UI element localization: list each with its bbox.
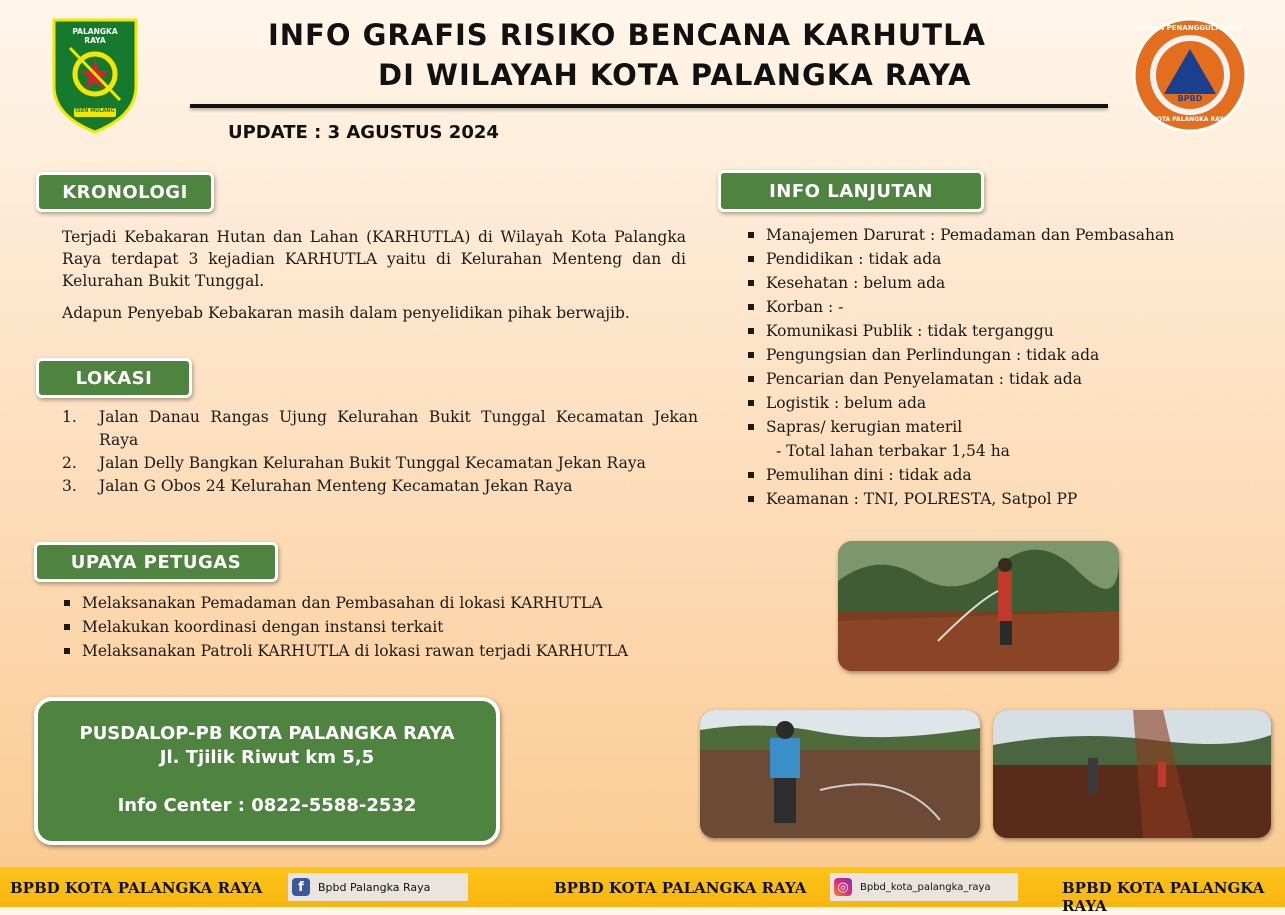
logo-right-center-text: BPBD	[1177, 94, 1203, 103]
info-lanjutan-list	[746, 223, 1174, 511]
section-upaya-petugas: UPAYA PETUGAS	[34, 542, 278, 582]
facebook-link[interactable]	[288, 873, 468, 901]
section-lokasi: LOKASI	[36, 358, 192, 398]
list-item: Korban : -	[746, 295, 1174, 319]
logo-left-motto: ISEN MULANG	[75, 108, 115, 114]
list-item: Melaksanakan Patroli KARHUTLA di lokasi rawan terjadi KARHUTLA	[62, 639, 628, 663]
title-divider	[190, 104, 1108, 108]
pusdalop-info-center: Info Center : 0822-5588-2532	[117, 795, 417, 816]
pusdalop-name: PUSDALOP-PB KOTA PALANGKA RAYA	[79, 723, 455, 744]
footer-brand-right: BPBD KOTA PALANGKA RAYA	[1062, 879, 1265, 915]
fire-photo-2	[700, 710, 980, 838]
list-item: Pemulihan dini : tidak ada	[746, 463, 1174, 487]
list-sub-item: - Total lahan terbakar 1,54 ha	[776, 442, 1010, 460]
facebook-handle: Bpbd Palangka Raya	[318, 880, 431, 894]
list-item: Pengungsian dan Perlindungan : tidak ada	[746, 343, 1174, 367]
list-item: Sapras/ kerugian materil	[746, 415, 1174, 439]
instagram-link[interactable]	[830, 873, 1018, 901]
palangka-raya-logo	[40, 8, 150, 138]
page-title-line2: DI WILAYAH KOTA PALANGKA RAYA	[378, 58, 972, 92]
list-item: Pendidikan : tidak ada	[746, 247, 1174, 271]
kronologi-text	[62, 226, 686, 334]
upaya-list	[62, 591, 628, 663]
pusdalop-info-box	[34, 697, 500, 845]
fire-photo-3	[993, 710, 1271, 838]
list-item: Pencarian dan Penyelamatan : tidak ada	[746, 367, 1174, 391]
section-info-lanjutan: INFO LANJUTAN	[718, 170, 984, 212]
update-date: UPDATE : 3 AGUSTUS 2024	[228, 122, 499, 143]
footer-brand-left: BPBD KOTA PALANGKA RAYA	[10, 879, 263, 897]
list-item: 2. Jalan Delly Bangkan Kelurahan Bukit Tunggal Kecamatan Jekan Raya	[62, 454, 646, 472]
list-item: 1. Jalan Danau Rangas Ujung Kelurahan Bukit Tunggal Kecamatan Jekan Raya	[62, 408, 698, 449]
list-item: 3. Jalan G Obos 24 Kelurahan Menteng Kecamatan Jekan Raya	[62, 477, 573, 495]
list-item: Keamanan : TNI, POLRESTA, Satpol PP	[746, 487, 1174, 511]
logo-right-bottom-text: KOTA PALANGKA RAYA	[1152, 116, 1228, 123]
logo-right-top-text: BADAN PENANGGULANGAN	[1136, 24, 1244, 32]
pusdalop-address: Jl. Tjilik Riwut km 5,5	[159, 747, 375, 768]
list-item: Komunikasi Publik : tidak terganggu	[746, 319, 1174, 343]
page-title-line1: INFO GRAFIS RISIKO BENCANA KARHUTLA	[268, 18, 986, 52]
logo-left-title: PALANGKA RAYA	[72, 27, 118, 45]
lokasi-list	[62, 406, 698, 498]
list-item: Manajemen Darurat : Pemadaman dan Pembasahan	[746, 223, 1174, 247]
kronologi-paragraph-1: Terjadi Kebakaran Hutan dan Lahan (KARHUTLA) di Wilayah Kota Palangka Raya terdapat 3 kejadian KARHUTLA yaitu di Kelurahan Menteng dan di Kelurahan Bukit Tunggal.	[62, 228, 686, 290]
list-item: Melakukan koordinasi dengan instansi terkait	[62, 615, 628, 639]
facebook-icon: f	[292, 878, 310, 896]
fire-photo-1	[838, 541, 1119, 671]
list-item: Kesehatan : belum ada	[746, 271, 1174, 295]
bpbd-logo	[1125, 8, 1255, 138]
section-kronologi: KRONOLOGI	[36, 172, 214, 212]
footer-bar	[0, 867, 1285, 915]
list-item: Logistik : belum ada	[746, 391, 1174, 415]
instagram-handle: Bpbd_kota_palangka_raya	[860, 881, 991, 893]
instagram-icon: ◎	[834, 878, 852, 896]
list-item: Melaksanakan Pemadaman dan Pembasahan di lokasi KARHUTLA	[62, 591, 628, 615]
kronologi-paragraph-2: Adapun Penyebab Kebakaran masih dalam penyelidikan pihak berwajib.	[62, 304, 630, 322]
footer-brand-mid: BPBD KOTA PALANGKA RAYA	[554, 879, 807, 897]
